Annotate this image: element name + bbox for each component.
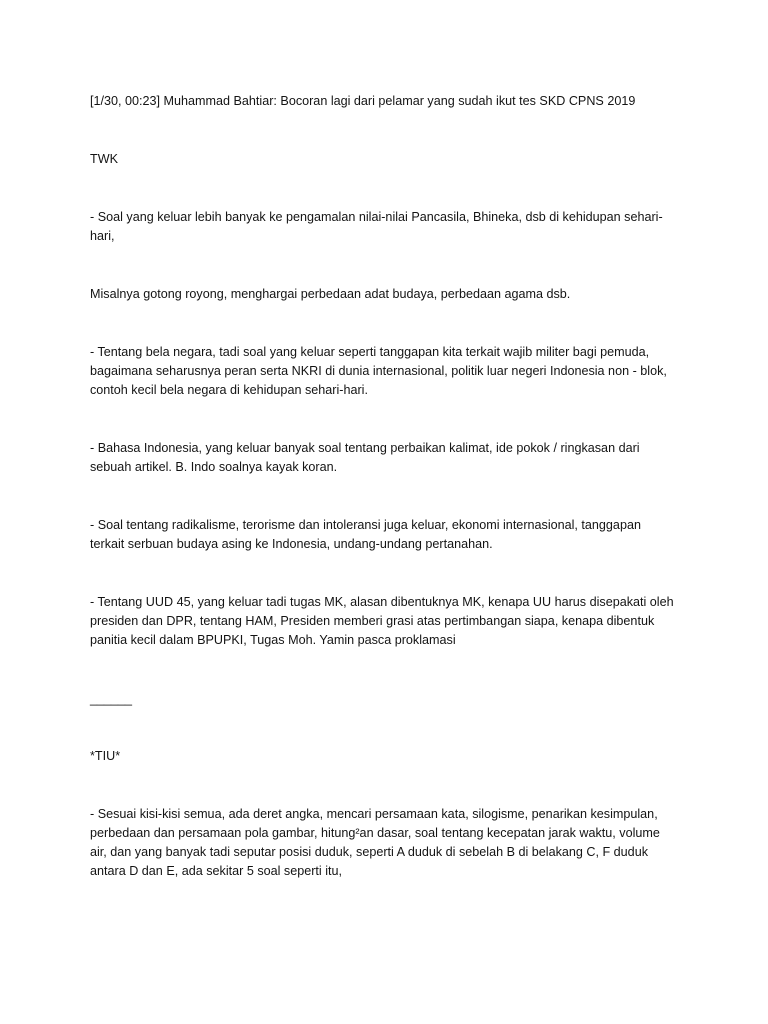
paragraph-bahasa-indonesia: - Bahasa Indonesia, yang keluar banyak soal tentang perbaikan kalimat, ide pokok / ringkasan dari sebuah artikel. B. Indo soalnya kayak koran. [90,441,640,474]
paragraph-uud-45: - Tentang UUD 45, yang keluar tadi tugas MK, alasan dibentuknya MK, kenapa UU harus disepakati oleh presiden dan DPR, tentang HAM, Presiden memberi grasi atas pertimbangan siapa, kenapa dibentuk panitia kecil dalam BPUPKI, Tugas Moh. Yamin pasca proklamasi [90,595,674,647]
section-heading-twk: TWK [90,152,118,166]
paragraph-tiu-details: - Sesuai kisi-kisi semua, ada deret angka, mencari persamaan kata, silogisme, penarikan kesimpulan, perbedaan dan persamaan pola gambar, hitung²an dasar, soal tentang kecepatan jarak waktu, volume air, dan yang banyak tadi seputar posisi duduk, seperti A duduk di sebelah B di belakang C, F duduk antara D dan E, ada sekitar 5 soal seperti itu, [90,807,660,878]
section-heading-tiu: *TIU* [90,749,121,763]
paragraph-radikalisme: - Soal tentang radikalisme, terorisme dan intoleransi juga keluar, ekonomi internasional, tanggapan terkait serbuan budaya asing ke Indonesia, undang-undang pertanahan. [90,518,641,551]
chat-header-line: [1/30, 00:23] Muhammad Bahtiar: Bocoran lagi dari pelamar yang sudah ikut tes SKD CPNS 2019 [90,94,636,108]
paragraph-bela-negara: - Tentang bela negara, tadi soal yang keluar seperti tanggapan kita terkait wajib militer bagi pemuda, bagaimana seharusnya peran serta NKRI di dunia internasional, politik luar negeri Indonesia non - blok, contoh kecil bela negara di kehidupan sehari-hari. [90,345,667,397]
section-divider: ______ [90,692,133,706]
paragraph-pancasila: - Soal yang keluar lebih banyak ke pengamalan nilai-nilai Pancasila, Bhineka, dsb di kehidupan sehari- hari, [90,210,663,243]
paragraph-example: Misalnya gotong royong, menghargai perbedaan adat budaya, perbedaan agama dsb. [90,287,571,301]
